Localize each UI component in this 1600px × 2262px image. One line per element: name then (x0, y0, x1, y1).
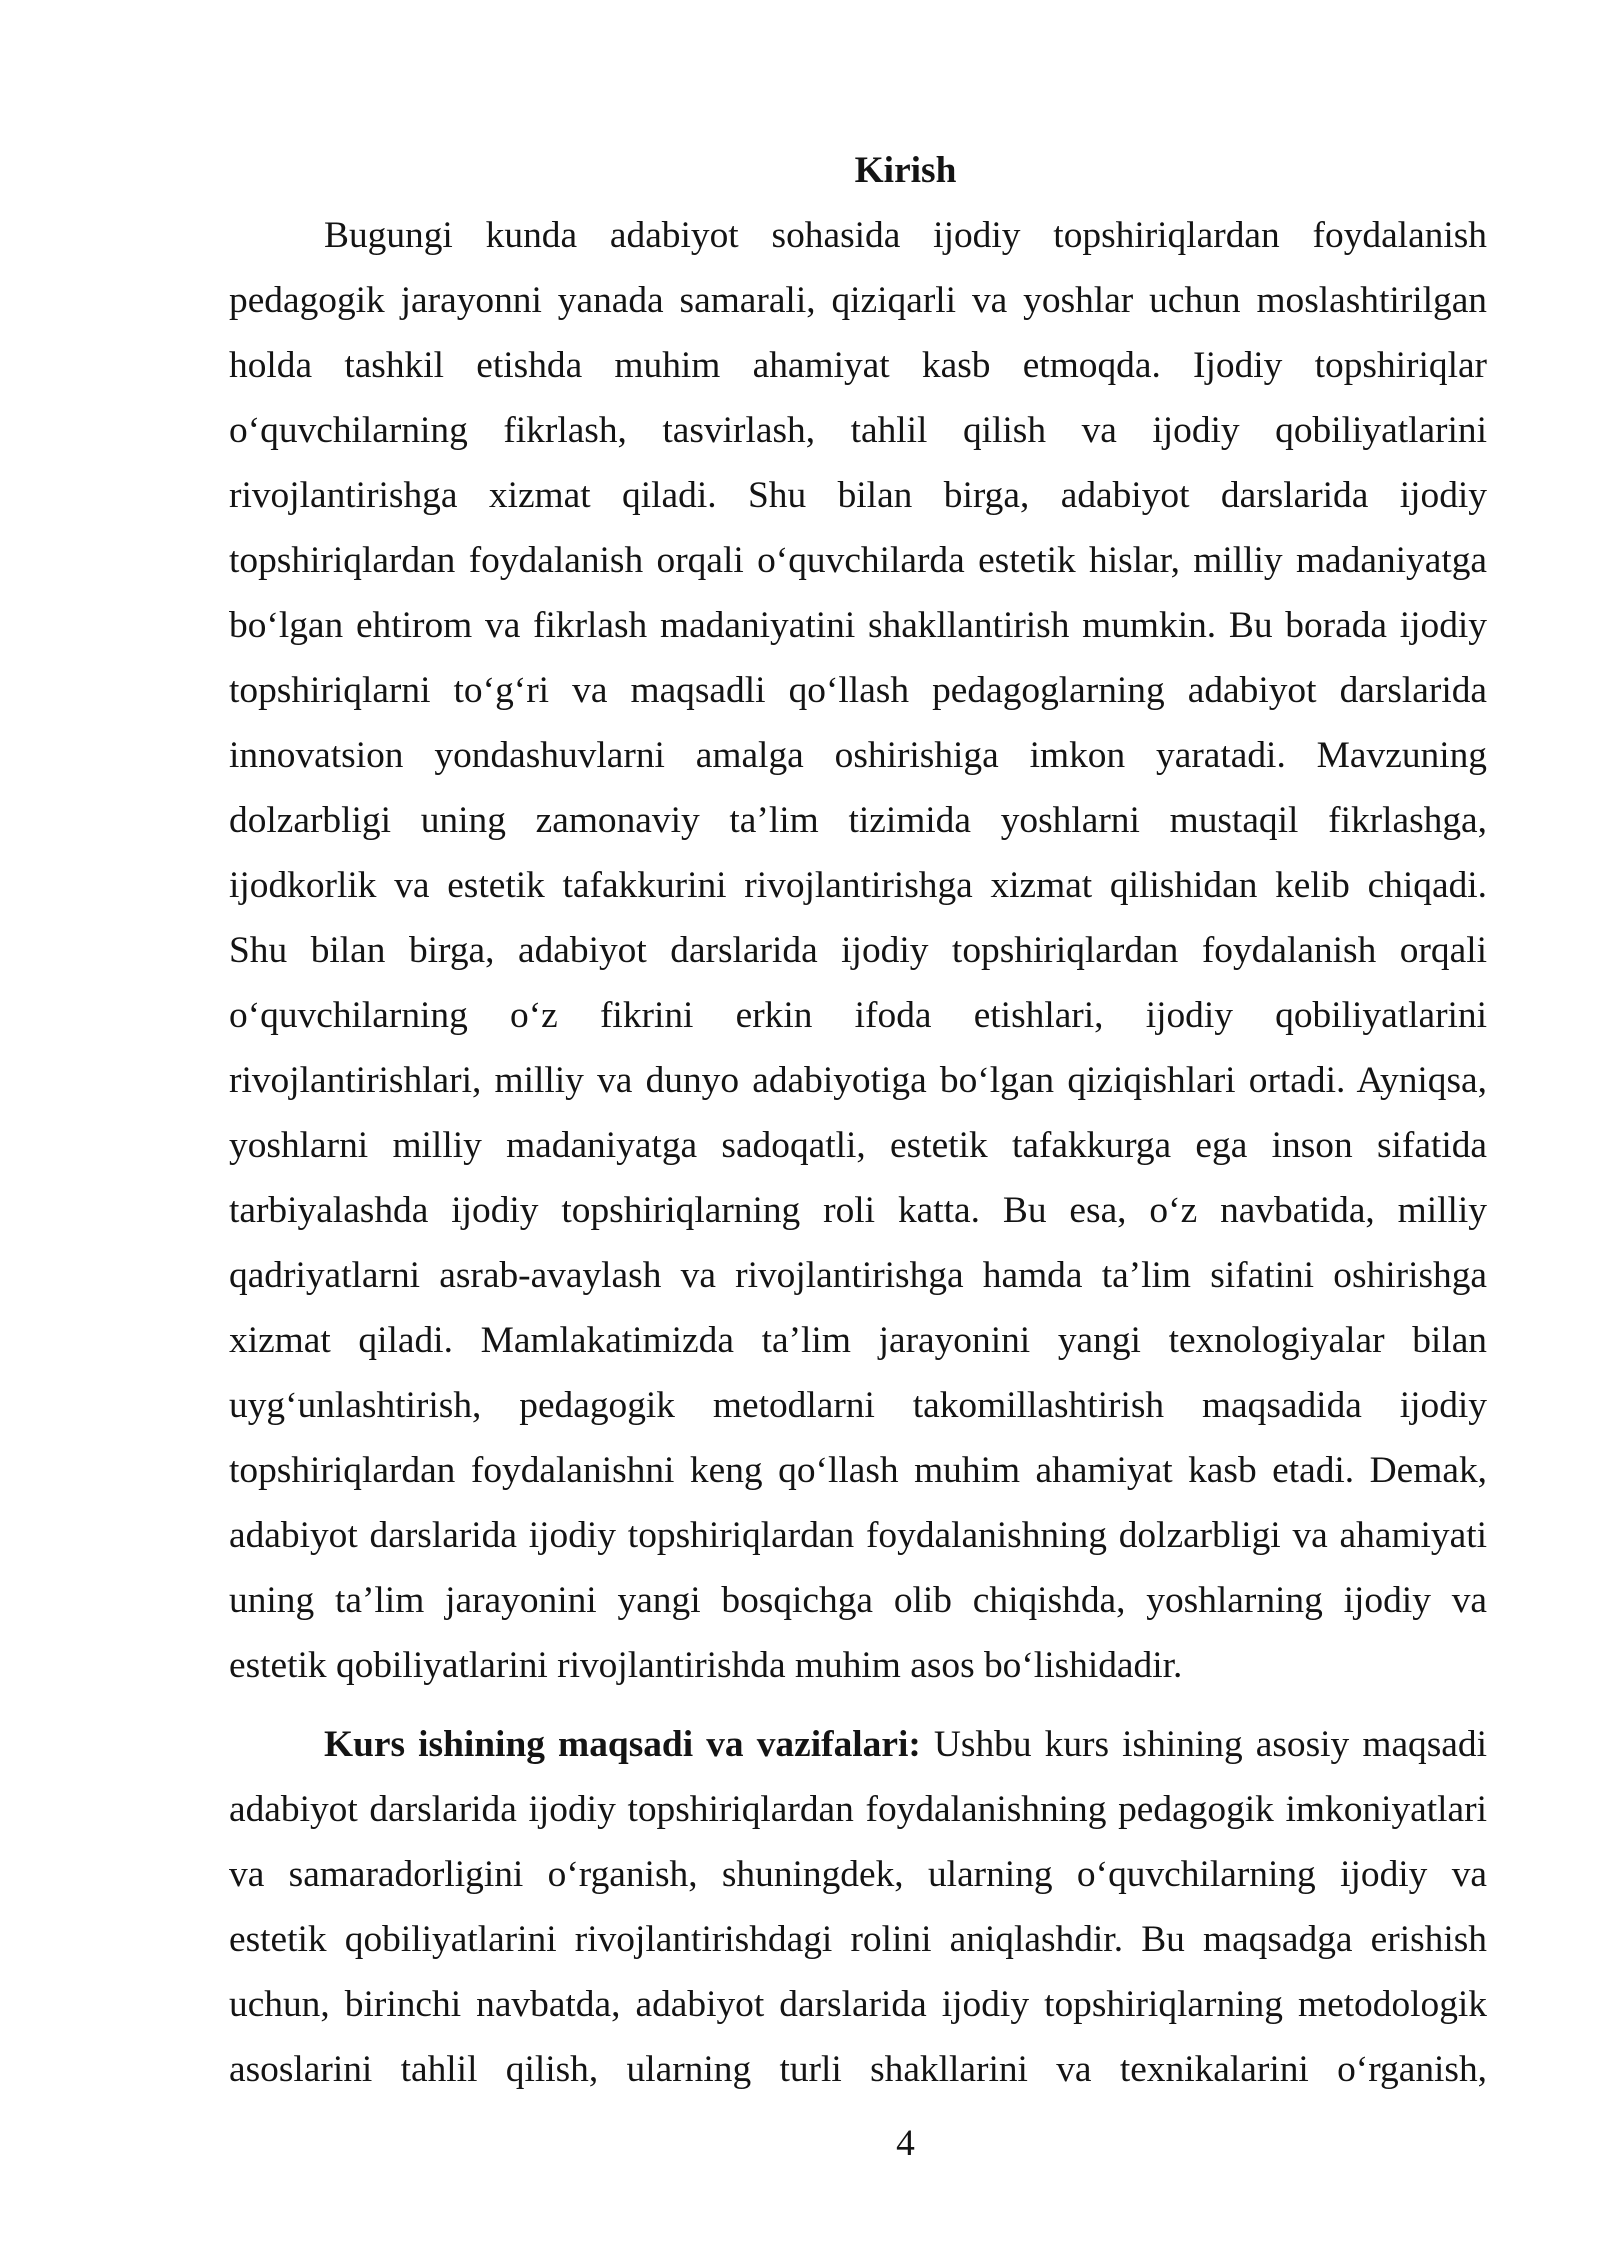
text-line: tarbiyalashda ijodiy topshiriqlarning roli katta. Bu esa, o‘z navbatida, milliy (229, 1190, 1487, 1231)
paragraph-lead: Kurs ishining maqsadi va vazifalari: (324, 1724, 921, 1765)
paragraph (229, 1712, 1487, 2102)
text-line: estetik qobiliyatlarini rivojlantirishdagi rolini aniqlashdir. Bu maqsadga erishish (229, 1919, 1487, 1960)
text-line: adabiyot darslarida ijodiy topshiriqlardan foydalanishning dolzarbligi va ahamiyati (229, 1515, 1487, 1556)
text-line: pedagogik jarayonni yanada samarali, qiziqarli va yoshlar uchun moslashtirilgan (229, 280, 1487, 321)
text-line (229, 1712, 1487, 1777)
text-line: qadriyatlarni asrab-avaylash va rivojlantirishga hamda ta’lim sifatini oshirishga (229, 1255, 1487, 1296)
text-line: dolzarbligi uning zamonaviy ta’lim tizimida yoshlarni mustaqil fikrlashga, (229, 800, 1487, 841)
body-text (229, 138, 1487, 2102)
text-line: uchun, birinchi navbatda, adabiyot darslarida ijodiy topshiriqlarning metodologik (229, 1984, 1487, 2025)
text-line: Bugungi kunda adabiyot sohasida ijodiy topshiriqlardan foydalanish (324, 215, 1487, 256)
text-line: rivojlantirishlari, milliy va dunyo adabiyotiga bo‘lgan qiziqishlari ortadi. Ayniqsa, (229, 1060, 1487, 1101)
page-number: 4 (896, 2123, 915, 2164)
text-line: bo‘lgan ehtirom va fikrlash madaniyatini shakllantirish mumkin. Bu borada ijodiy (229, 605, 1487, 646)
text-line: asoslarini tahlil qilish, ularning turli shakllarini va texnikalarini o‘rganish, (229, 2049, 1487, 2090)
text-line: innovatsion yondashuvlarni amalga oshirishiga imkon yaratadi. Mavzuning (229, 735, 1487, 776)
text-line: uning ta’lim jarayonini yangi bosqichga olib chiqishda, yoshlarning ijodiy va (229, 1580, 1487, 1621)
text-line: topshiriqlardan foydalanishni keng qo‘llash muhim ahamiyat kasb etadi. Demak, (229, 1450, 1487, 1491)
text-line: ijodkorlik va estetik tafakkurini rivojlantirishga xizmat qilishidan kelib chiqadi. (229, 865, 1487, 906)
text-line: va samaradorligini o‘rganish, shuningdek, ularning o‘quvchilarning ijodiy va (229, 1854, 1487, 1895)
text-line: xizmat qiladi. Mamlakatimizda ta’lim jarayonini yangi texnologiyalar bilan (229, 1320, 1487, 1361)
text-line: Shu bilan birga, adabiyot darslarida ijodiy topshiriqlardan foydalanish orqali (229, 930, 1487, 971)
text-line-content: Ushbu kurs ishining asosiy maqsadi (933, 1724, 1487, 1765)
text-line: uyg‘unlashtirish, pedagogik metodlarni takomillashtirish maqsadida ijodiy (229, 1385, 1487, 1426)
text-line: topshiriqlarni to‘g‘ri va maqsadli qo‘llash pedagoglarning adabiyot darslarida (229, 670, 1487, 711)
text-line: adabiyot darslarida ijodiy topshiriqlardan foydalanishning pedagogik imkoniyatlari (229, 1789, 1487, 1830)
text-line: o‘quvchilarning o‘z fikrini erkin ifoda etishlari, ijodiy qobiliyatlarini (229, 995, 1487, 1036)
text-line: o‘quvchilarning fikrlash, tasvirlash, tahlil qilish va ijodiy qobiliyatlarini (229, 410, 1487, 451)
text-line: estetik qobiliyatlarini rivojlantirishda muhim asos bo‘lishidadir. (229, 1645, 1183, 1686)
text-line: yoshlarni milliy madaniyatga sadoqatli, estetik tafakkurga ega inson sifatida (229, 1125, 1487, 1166)
text-line: holda tashkil etishda muhim ahamiyat kasb etmoqda. Ijodiy topshiriqlar (229, 345, 1487, 386)
text-line: topshiriqlardan foydalanish orqali o‘quvchilarda estetik hislar, milliy madaniyatga (229, 540, 1487, 581)
section-heading: Kirish (854, 150, 957, 191)
text-line: rivojlantirishga xizmat qiladi. Shu bilan birga, adabiyot darslarida ijodiy (229, 475, 1487, 516)
paragraph (229, 203, 1487, 1698)
